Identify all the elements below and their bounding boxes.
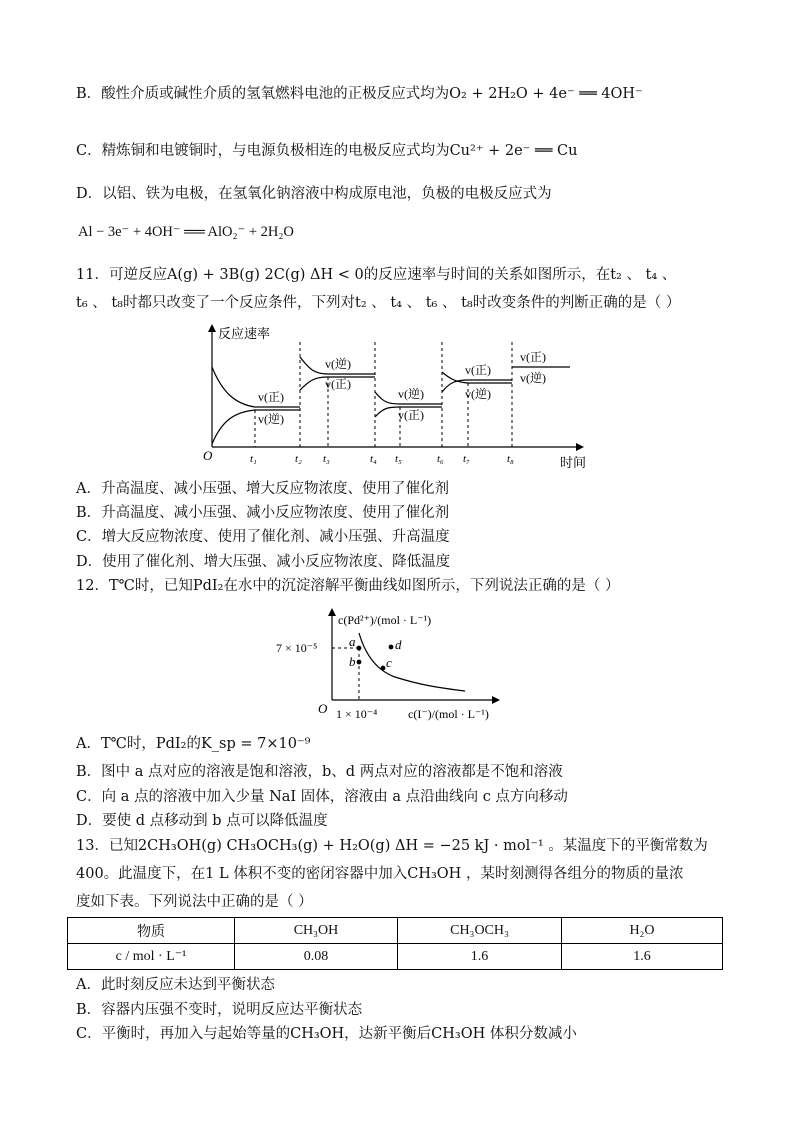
table-cell: c / mol · L⁻¹ [68,944,235,970]
q10-option-d-equation: Al − 3e⁻ + 4OH⁻ ══ AlO₂⁻ + 2H₂O [78,224,294,240]
q13-option-c: C．平衡时，再加入与起始等量的CH₃OH，达新平衡后CH₃OH 体积分数减小 [76,1026,577,1042]
q12-y-value-label: 7 × 10⁻⁵ [276,641,318,655]
q12-point-b [357,660,362,665]
q10-option-b: B．酸性介质或碱性介质的氢氧燃料电池的正极反应式均为O₂ + 2H₂O + 4e⁻ ══ 4OH⁻ [76,86,643,102]
table-header-row [68,918,723,944]
q12-label-b: b [349,654,356,669]
q13-concentration-table [67,917,723,970]
q12-y-axis-label: c(Pd²⁺)/(mol · L⁻¹) [338,613,432,627]
q13-stem-line1: 13．已知2CH₃OH(g) CH₃OCH₃(g) + H₂O(g) ΔH = −25 kJ · mol⁻¹ 。某温度下的平衡常数为 [76,838,708,854]
q11-label-v-reverse-5: v(逆) [520,371,546,385]
q11-y-axis-label: 反应速率 [218,326,271,341]
q11-label-v-forward-1: v(正) [258,390,284,404]
q11-tick-t3: t₃ [323,453,330,465]
q12-label-d: d [395,637,402,652]
q12-solubility-graph [270,605,530,725]
q13-option-b: B．容器内压强不变时，说明反应达平衡状态 [76,1002,363,1018]
q12-option-c: C．向 a 点的溶液中加入少量 NaI 固体，溶液由 a 点沿曲线向 c 点方向移动 [76,789,568,805]
table-cell: 1.6 [562,944,723,970]
q12-option-a: A．T℃时，PdI₂的K_sp = 7×10⁻⁹ [76,736,311,752]
q13-stem-line2: 400。此温度下，在1 L 体积不变的密闭容器中加入CH₃OH ，某时刻测得各组分的物质的量浓 [76,866,684,882]
q11-label-v-forward-3: v(正) [398,408,424,422]
q11-option-d: D．使用了催化剂、增大压强、减小反应物浓度、降低温度 [76,554,451,570]
q13-option-a: A．此时刻反应未达到平衡状态 [76,977,275,993]
q11-tick-t5: t₅ [395,453,402,465]
table-header-cell: H₂O [562,918,723,944]
q11-origin-label: O [203,448,213,463]
table-cell: 0.08 [235,944,398,970]
q11-label-v-reverse-1: v(逆) [258,412,284,426]
table-header-cell: 物质 [68,918,235,944]
q12-option-d: D．要使 d 点移动到 b 点可以降低温度 [76,813,328,829]
q11-rate-time-graph [200,322,600,472]
q11-tick-t8: t₈ [507,453,514,465]
q11-label-v-reverse-4: v(逆) [465,387,491,401]
q11-label-v-forward-4: v(正) [465,363,491,377]
table-header-cell: CH₃OH [235,918,398,944]
q12-point-a [357,646,362,651]
table-header-cell: CH₃OCH₃ [398,918,562,944]
q13-stem-line3: 度如下表。下列说法中正确的是（ ） [76,894,313,910]
q11-tick-t1: t₁ [250,453,257,465]
q11-option-c: C．增大反应物浓度、使用了催化剂、减小压强、升高温度 [76,529,450,545]
table-row [68,944,723,970]
q11-x-axis-label: 时间 [560,455,587,470]
q11-label-v-forward-2: v(正) [325,377,351,391]
q11-label-v-reverse-2: v(逆) [325,357,351,371]
q11-stem-line2: t₆ 、 t₈时都只改变了一个反应条件，下列对t₂ 、 t₄ 、 t₆ 、 t₈时改变条件的判断正确的是（ ） [76,295,681,311]
q12-point-c [381,666,386,671]
q12-origin-label: O [318,701,328,716]
q12-point-d [389,645,394,650]
q10-option-c: C．精炼铜和电镀铜时，与电源负极相连的电极反应式均为Cu²⁺ + 2e⁻ ══ Cu [76,143,578,159]
q12-label-a: a [349,634,356,649]
q11-label-v-forward-5: v(正) [520,350,546,364]
q11-tick-t7: t₇ [463,453,470,465]
q12-x-value-label: 1 × 10⁻⁴ [336,707,378,721]
table-cell: 1.6 [398,944,562,970]
q11-tick-t2: t₂ [295,453,302,465]
q12-stem: 12．T℃时，已知PdI₂在水中的沉淀溶解平衡曲线如图所示，下列说法正确的是（ ） [76,578,620,594]
q11-tick-t6: t₆ [437,453,444,465]
q12-label-c: c [386,655,392,670]
q12-option-b: B．图中 a 点对应的溶液是饱和溶液，b、d 两点对应的溶液都是不饱和溶液 [76,764,563,780]
q11-tick-t4: t₄ [370,453,377,465]
q11-stem-line1: 11．可逆反应A(g) + 3B(g) 2C(g) ΔH < 0的反应速率与时间的关系如图所示，在t₂ 、 t₄ 、 [76,267,677,283]
q12-x-axis-label: c(I⁻)/(mol · L⁻¹) [408,707,489,721]
q10-option-d: D．以铝、铁为电极，在氢氧化钠溶液中构成原电池，负极的电极反应式为 [76,186,552,202]
q11-label-v-reverse-3: v(逆) [398,387,424,401]
q11-option-a: A．升高温度、减小压强、增大反应物浓度、使用了催化剂 [76,481,449,497]
q11-option-b: B．升高温度、减小压强、减小反应物浓度、使用了催化剂 [76,505,450,521]
